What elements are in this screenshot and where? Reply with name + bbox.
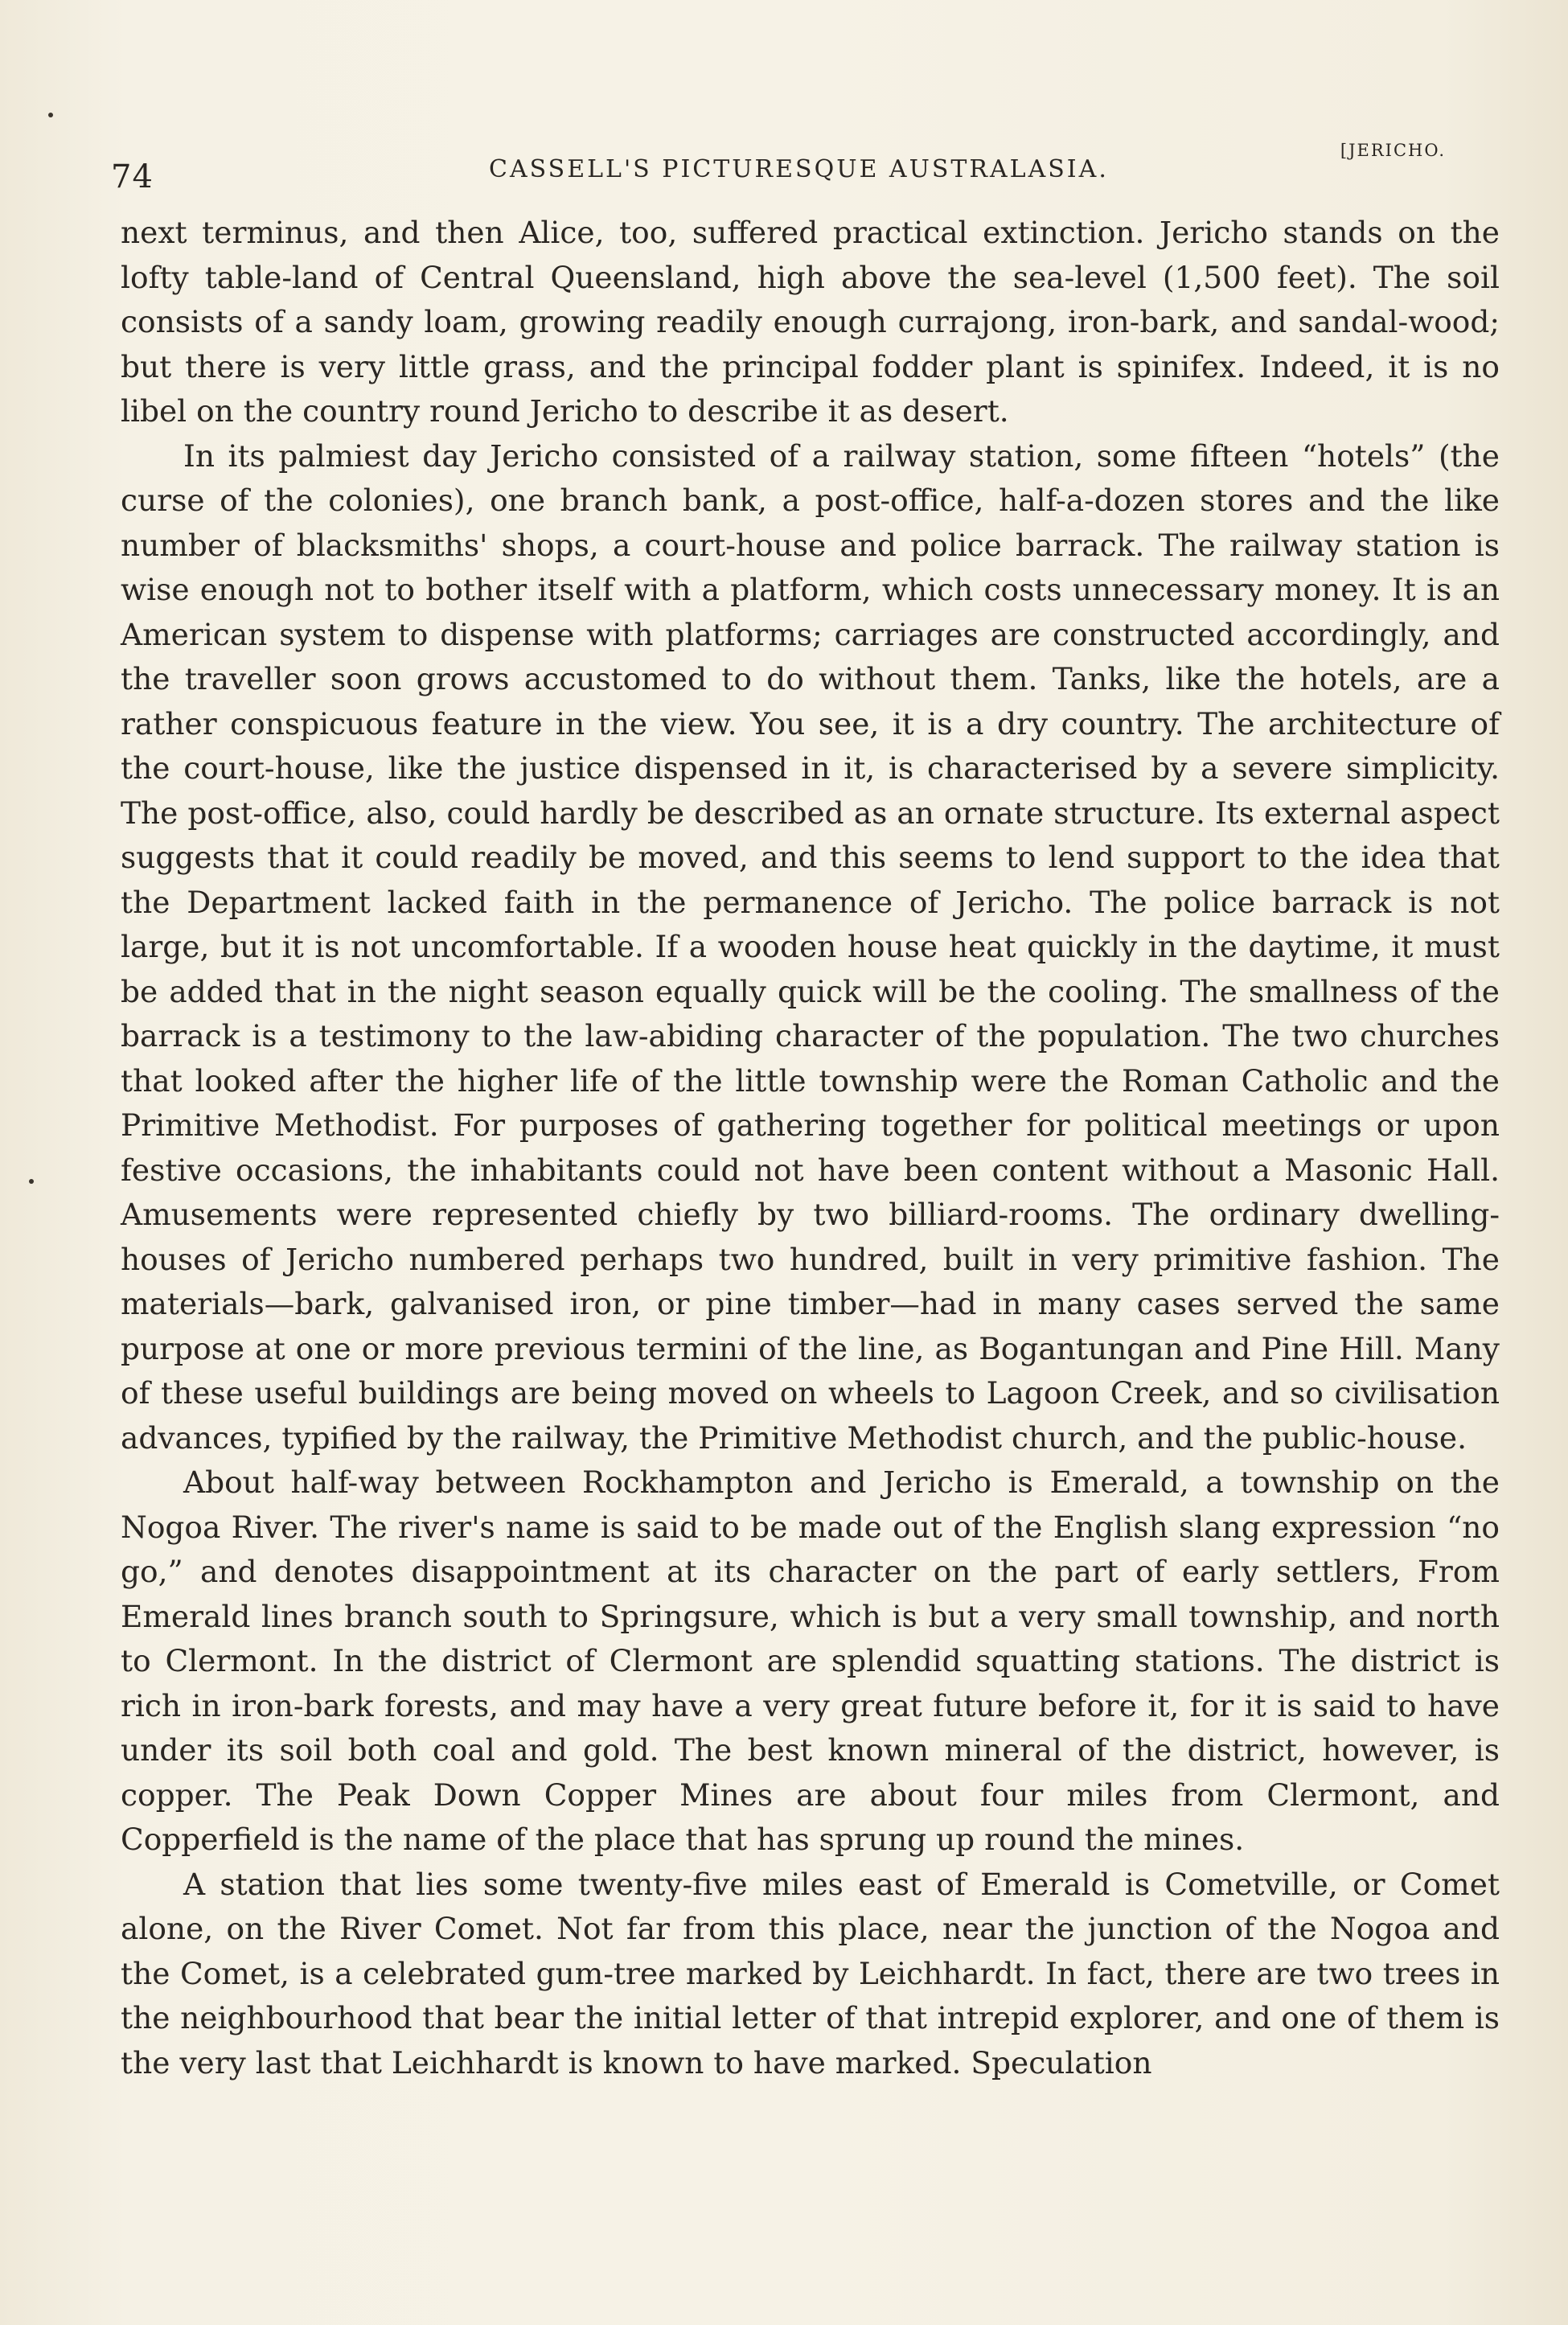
page-header (111, 141, 1446, 197)
print-speck (29, 1179, 34, 1184)
paragraph: A station that lies some twenty-five miles east of Emerald is Cometville, or Comet alone, on the River Comet. Not far from this place, near the junction of the Nogoa and the Comet, is a celebrated gum-tree marked by Leichhardt. In fact, there are two trees in the neighbourhood that bear the initial letter of that intrepid explorer, and one of them is the very last that Leichhardt is known to have marked. Speculation (121, 1866, 1500, 2081)
print-speck (48, 113, 53, 117)
paragraph: About half-way between Rockhampton and Jericho is Emerald, a township on the Nogoa River. The river's name is said to be made out of the English slang expression “no go,” and denotes disappointment at its character on the part of early settlers, From Emerald lines branch south to Springsure, which is but a very small township, and north to Clermont. In the district of Clermont are splendid squatting stations. The district is rich in iron-bark forests, and may have a very great future before it, for it is said to have under its soil both coal and gold. The best known mineral of the district, however, is copper. The Peak Down Copper Mines are about four miles from Clermont, and Copperfield is the name of the place that has sprung up round the mines. (121, 1464, 1500, 1857)
paragraph: In its palmiest day Jericho consisted of a railway station, some fifteen “hotels” (the curse of the colonies), one branch bank, a post-office, half-a-dozen stores and the like number of blacksmiths' shops, a court-house and police barrack. The railway station is wise enough not to bother itself with a platform, which costs unnecessary money. It is an American system to dispense with platforms; carriages are constructed accordingly, and the traveller soon grows accustomed to do without them. Tanks, like the hotels, are a rather conspicuous feature in the view. You see, it is a dry country. The architecture of the court-house, like the justice dispensed in it, is characterised by a severe simplicity. The post-office, also, could hardly be described as an ornate structure. Its external aspect suggests that it could readily be moved, and this seems to lend support to the idea that the Department lacked faith in the permanence of Jericho. The police barrack is not large, but it is not uncomfortable. If a wooden house heat quickly in the daytime, it must be added that in the night season equally quick will be the cooling. The smallness of the barrack is a testimony to the law-abiding character of the population. The two churches that looked after the higher life of the little township were the Roman Catholic and the Primitive Methodist. For purposes of gathering together for political meetings or upon festive occasions, the inhabitants could not have been content without a Masonic Hall. Amusements were represented chiefly by two billiard-rooms. The ordinary dwelling-houses of Jericho numbered perhaps two hundred, built in very primitive fashion. The materials—bark, galvanised iron, or pine timber—had in many cases served the same purpose at one or more previous termini of the line, as Bogantungan and Pine Hill. Many of these useful buildings are being moved on wheels to Lagoon Creek, and so civilisation advances, typified by the railway, the Primitive Methodist church, and the public-house. (121, 437, 1500, 1456)
section-tag: [JERICHO. (1340, 141, 1446, 160)
paragraph: next terminus, and then Alice, too, suffered practical extinction. Jericho stands on the lofty table-land of Central Queensland, high above the sea-level (1,500 feet). The soil consists of a sandy loam, growing readily enough currajong, iron-bark, and sandal-wood; but there is very little grass, and the principal fodder plant is spinifex. Indeed, it is no libel on the country round Jericho to describe it as desert. (121, 215, 1500, 429)
body-text (121, 211, 1500, 2085)
page-number: 74 (111, 158, 154, 195)
running-title: CASSELL'S PICTURESQUE AUSTRALASIA. (489, 155, 1109, 183)
